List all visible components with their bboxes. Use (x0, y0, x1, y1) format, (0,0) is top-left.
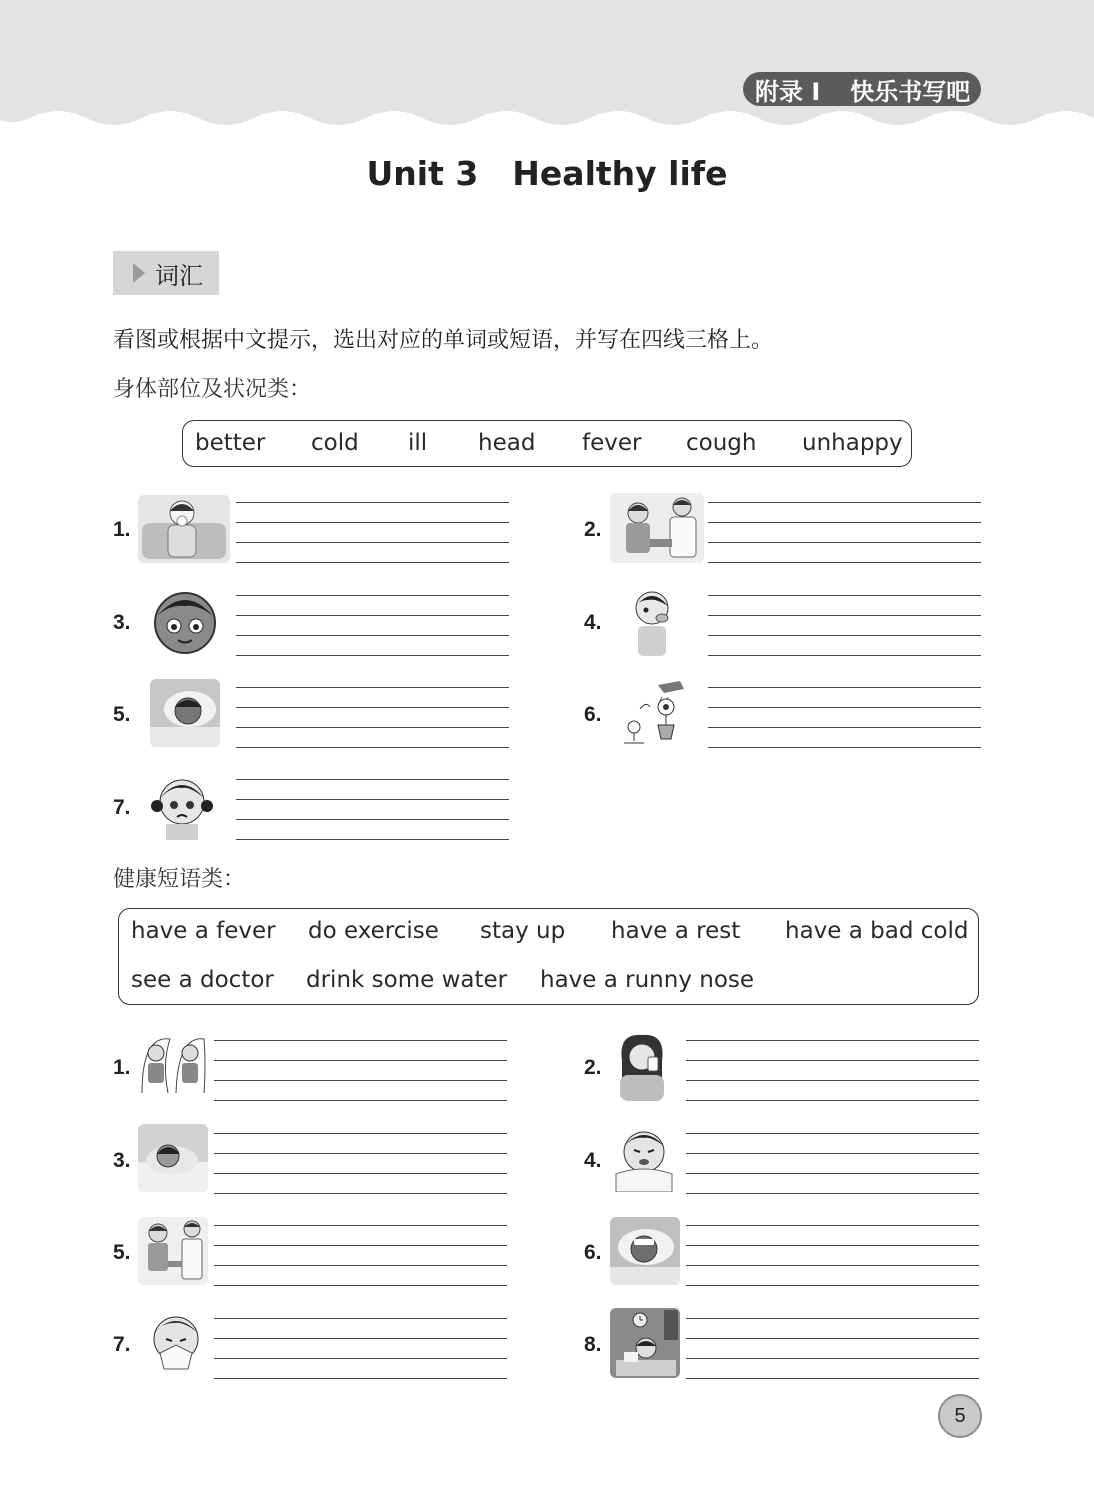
phrase-bank-item: have a fever (131, 918, 276, 944)
writing-lines[interactable] (236, 595, 509, 655)
kids-jumping-rope-icon (138, 1033, 208, 1101)
phrase-bank-item: do exercise (308, 918, 439, 944)
boy-with-bad-cold-icon (610, 1124, 678, 1192)
item-number: 8. (584, 1333, 602, 1356)
item-number: 3. (113, 1149, 131, 1172)
plant-getting-better-icon (618, 679, 692, 749)
section-label: 词汇 (155, 261, 203, 290)
girl-resting-in-bed-icon (138, 1124, 208, 1192)
unit-name: Healthy life (512, 154, 728, 193)
writing-lines[interactable] (708, 502, 981, 562)
girl-with-cold-on-sofa-icon (138, 495, 230, 563)
writing-lines[interactable] (708, 595, 981, 655)
writing-lines[interactable] (686, 1318, 979, 1378)
item-number: 1. (113, 1056, 131, 1079)
play-triangle-icon (133, 263, 145, 283)
word-bank-item: fever (582, 430, 642, 456)
writing-lines[interactable] (708, 687, 981, 747)
word-bank-item: better (195, 430, 266, 456)
appendix-title: 快乐书写吧 (850, 77, 971, 106)
appendix-label: 附录 I (755, 77, 821, 106)
woman-drinking-water-icon (612, 1031, 676, 1101)
boy-runny-nose-icon (144, 1309, 208, 1377)
item-number: 1. (113, 518, 131, 541)
phrase-bank-item: see a doctor (131, 967, 274, 993)
phrase-bank-item: have a rest (611, 918, 741, 944)
word-bank-item: cold (311, 430, 359, 456)
doctor-visit-icon (138, 1217, 208, 1285)
unhappy-girl-icon (150, 772, 214, 840)
item-number: 2. (584, 518, 602, 541)
boy-ill-in-bed-icon (150, 679, 220, 747)
section-tag-vocabulary (113, 251, 219, 295)
word-bank-1 (182, 420, 912, 467)
child-with-fever-in-bed-icon (610, 1217, 680, 1285)
phrase-bank-item: drink some water (306, 967, 508, 993)
phrase-bank (118, 908, 979, 1005)
item-number: 4. (584, 611, 602, 634)
category-body-parts: 身体部位及状况类： (113, 377, 312, 402)
item-number: 7. (113, 1333, 131, 1356)
writing-lines[interactable] (214, 1318, 507, 1378)
writing-lines[interactable] (236, 779, 509, 839)
word-bank-item: cough (686, 430, 757, 456)
item-number: 3. (113, 611, 131, 634)
boy-staying-up-late-icon (610, 1308, 680, 1378)
category-health-phrases: 健康短语类： (113, 867, 246, 892)
writing-lines[interactable] (686, 1225, 979, 1285)
page-title (0, 154, 1094, 193)
phrase-bank-item: stay up (480, 918, 566, 944)
writing-lines[interactable] (686, 1133, 979, 1193)
item-number: 7. (113, 796, 131, 819)
header-wave-band (0, 0, 1094, 135)
item-number: 2. (584, 1056, 602, 1079)
appendix-tag (743, 72, 981, 106)
word-bank-item: head (478, 430, 536, 456)
writing-lines[interactable] (236, 687, 509, 747)
phrase-bank-item: have a runny nose (540, 967, 755, 993)
page-number: 5 (938, 1394, 982, 1438)
phrase-bank-item: have a bad cold (785, 918, 969, 944)
writing-lines[interactable] (236, 502, 509, 562)
instruction-text: 看图或根据中文提示，选出对应的单词或短语，并写在四线三格上。 (113, 328, 774, 353)
unit-label: Unit 3 (366, 154, 479, 193)
item-number: 6. (584, 1241, 602, 1264)
writing-lines[interactable] (686, 1040, 979, 1100)
girl-coughing-icon (626, 586, 682, 656)
writing-lines[interactable] (214, 1133, 507, 1193)
doctor-visit-icon (610, 493, 704, 563)
item-number: 5. (113, 703, 131, 726)
boy-head-icon (148, 586, 222, 656)
word-bank-item: unhappy (802, 430, 903, 456)
item-number: 6. (584, 703, 602, 726)
writing-lines[interactable] (214, 1040, 507, 1100)
word-bank-item: ill (408, 430, 428, 456)
item-number: 4. (584, 1149, 602, 1172)
item-number: 5. (113, 1241, 131, 1264)
writing-lines[interactable] (214, 1225, 507, 1285)
